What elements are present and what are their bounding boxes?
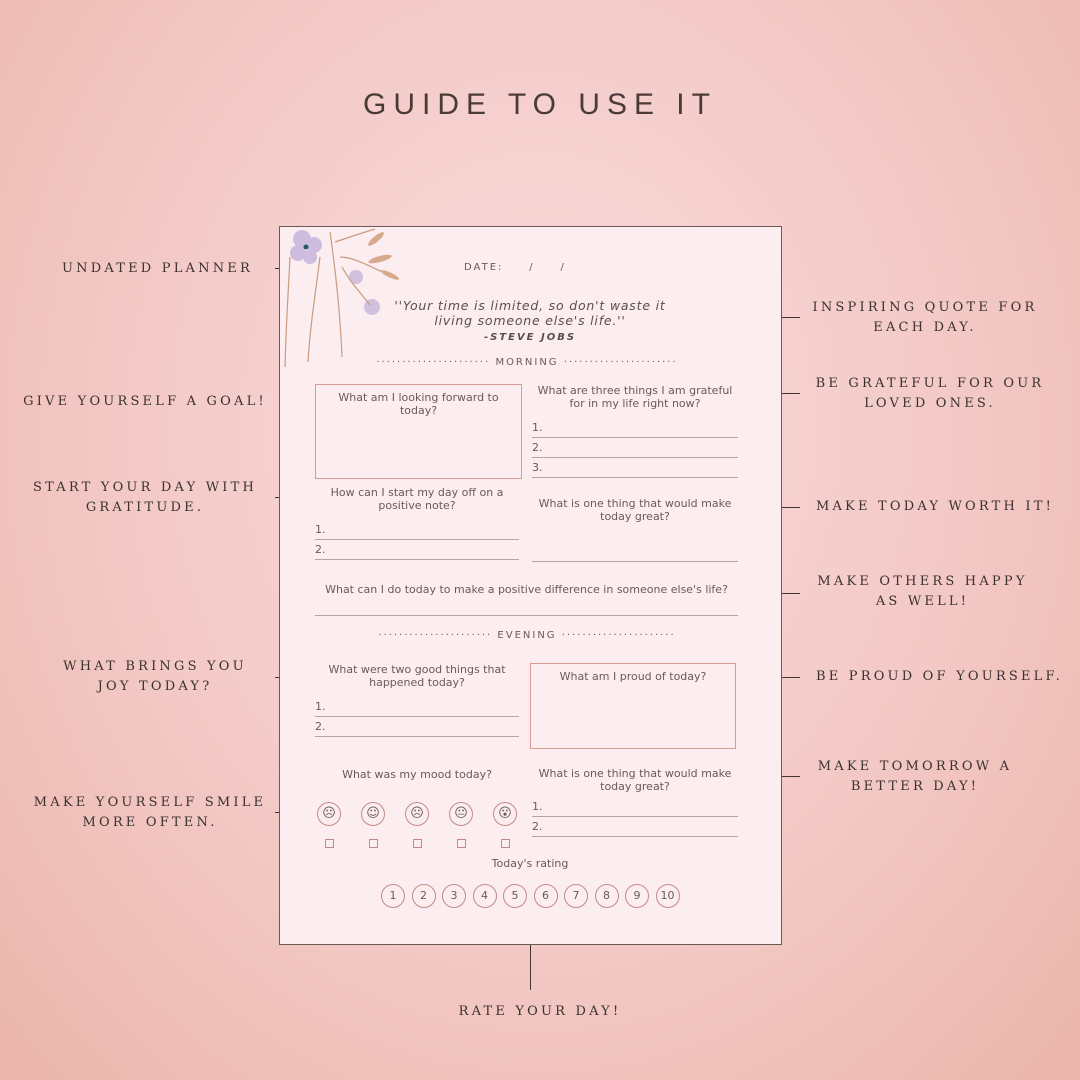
label-joy: WHAT BRINGS YOU JOY TODAY? xyxy=(63,659,247,694)
label-proud: BE PROUD OF YOURSELF. xyxy=(815,669,1064,684)
rating-1[interactable]: 1 xyxy=(381,884,405,908)
quote-author: -STEVE JOBS xyxy=(483,332,577,343)
start-line-2[interactable]: 2. xyxy=(315,540,519,560)
question-good-things: What were two good things that happened today? xyxy=(328,663,506,689)
planner-page xyxy=(279,226,782,945)
neutral-face-icon: 😐 xyxy=(449,802,473,826)
surprised-face-icon: 😮 xyxy=(493,802,517,826)
rating-8[interactable]: 8 xyxy=(595,884,619,908)
grateful-line-3[interactable]: 3. xyxy=(532,458,738,478)
label-start-day: START YOUR DAY WITH GRATITUDE. xyxy=(32,480,258,515)
rating-scale xyxy=(381,884,680,908)
grateful-line-1[interactable]: 1. xyxy=(532,418,738,438)
section-morning-header: ······················ MORNING ······················ xyxy=(376,357,678,368)
start-line-1[interactable]: 1. xyxy=(315,520,519,540)
label-goal: GIVE YOURSELF A GOAL! xyxy=(23,394,267,409)
angry-face-icon: ☹ xyxy=(405,802,429,826)
label-grateful: BE GRATEFUL FOR OUR LOVED ONES. xyxy=(815,376,1045,411)
label-worth: MAKE TODAY WORTH IT! xyxy=(815,499,1055,514)
question-difference: What can I do today to make a positive difference in someone else's life? xyxy=(325,583,728,596)
question-mood: What was my mood today? xyxy=(342,768,492,781)
label-others: MAKE OTHERS HAPPY AS WELL! xyxy=(817,574,1028,609)
label-rate: RATE YOUR DAY! xyxy=(458,1004,622,1019)
forward-box[interactable] xyxy=(315,384,522,479)
question-great-2: What is one thing that would make today great? xyxy=(538,767,732,793)
label-tomorrow: MAKE TOMORROW A BETTER DAY! xyxy=(817,759,1013,794)
page-title: GUIDE TO USE IT xyxy=(363,88,717,121)
rating-5[interactable]: 5 xyxy=(503,884,527,908)
rating-6[interactable]: 6 xyxy=(534,884,558,908)
mood-checkboxes xyxy=(325,839,510,848)
grateful-line-2[interactable]: 2. xyxy=(532,438,738,458)
good-line-2[interactable]: 2. xyxy=(315,717,519,737)
great2-line-2[interactable]: 2. xyxy=(532,817,738,837)
rating-9[interactable]: 9 xyxy=(625,884,649,908)
rating-label: Today's rating xyxy=(491,857,569,870)
mood-checkbox[interactable] xyxy=(325,839,334,848)
sad-face-icon: ☹ xyxy=(317,802,341,826)
difference-line[interactable] xyxy=(315,596,738,616)
floral-decoration-icon xyxy=(280,227,410,367)
question-start: How can I start my day off on a positive note? xyxy=(330,486,504,512)
question-proud: What am I proud of today? xyxy=(559,670,707,683)
great2-line-1[interactable]: 1. xyxy=(532,797,738,817)
rating-10[interactable]: 10 xyxy=(656,884,680,908)
mood-faces xyxy=(317,802,517,826)
label-quote: INSPIRING QUOTE FOR EACH DAY. xyxy=(812,300,1038,335)
label-smile: MAKE YOURSELF SMILE MORE OFTEN. xyxy=(33,795,267,830)
mood-checkbox[interactable] xyxy=(501,839,510,848)
good-line-1[interactable]: 1. xyxy=(315,697,519,717)
rating-3[interactable]: 3 xyxy=(442,884,466,908)
question-great: What is one thing that would make today great? xyxy=(538,497,732,523)
label-undated-planner: UNDATED PLANNER xyxy=(62,261,253,276)
question-grateful: What are three things I am grateful for in my life right now? xyxy=(537,384,733,410)
rating-4[interactable]: 4 xyxy=(473,884,497,908)
happy-face-icon: ☺ xyxy=(361,802,385,826)
question-forward: What am I looking forward to today? xyxy=(338,391,499,417)
mood-checkbox[interactable] xyxy=(369,839,378,848)
section-evening-header: ······················ EVENING ······················ xyxy=(378,630,676,641)
date-field[interactable]: DATE: / / xyxy=(464,262,566,273)
daily-quote: ''Your time is limited, so don't waste it living someone else's life.'' xyxy=(394,298,666,328)
rating-2[interactable]: 2 xyxy=(412,884,436,908)
proud-box[interactable] xyxy=(530,663,736,749)
mood-checkbox[interactable] xyxy=(457,839,466,848)
mood-checkbox[interactable] xyxy=(413,839,422,848)
morning-label: MORNING xyxy=(495,357,559,368)
great-line[interactable] xyxy=(532,523,738,562)
rating-7[interactable]: 7 xyxy=(564,884,588,908)
evening-label: EVENING xyxy=(497,630,557,641)
